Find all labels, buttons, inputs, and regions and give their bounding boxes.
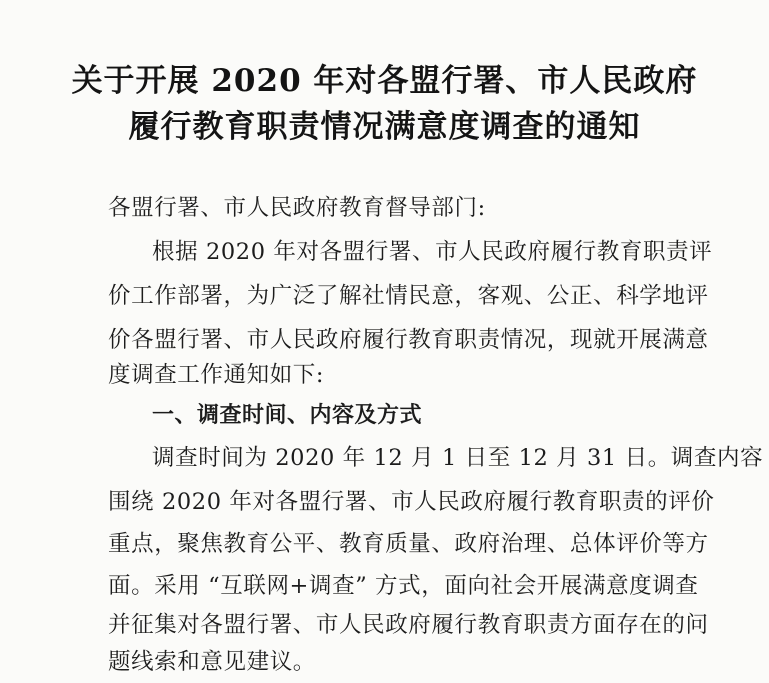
document-title-line-2: 履行教育职责情况满意度调查的通知 [128,109,641,145]
paragraph-1-line: 根据 2020 年对各盟行署、市人民政府履行教育职责评 [152,239,713,265]
paragraph-1-line: 价工作部署，为广泛了解社情民意，客观、公正、科学地评 [108,283,709,309]
paragraph-2-line: 并征集对各盟行署、市人民政府履行教育职责方面存在的问 [108,612,709,638]
paragraph-1-line: 度调查工作通知如下: [108,362,325,388]
paragraph-2-line: 面。采用 “互联网+调查” 方式，面向社会开展满意度调查 [108,573,699,599]
salutation: 各盟行署、市人民政府教育督导部门: [108,195,486,221]
paragraph-2-line: 围绕 2020 年对各盟行署、市人民政府履行教育职责的评价 [108,489,715,515]
paragraph-1-line: 价各盟行署、市人民政府履行教育职责情况，现就开展满意 [108,327,709,353]
paragraph-2-line: 重点，聚焦教育公平、教育质量、政府治理、总体评价等方 [108,531,709,557]
paragraph-2-line: 题线索和意见建议。 [108,649,316,675]
paragraph-2-line: 调查时间为 2020 年 12 月 1 日至 12 月 31 日。调查内容 [152,445,764,471]
section-1-heading: 一、调查时间、内容及方式 [152,403,423,428]
document-title-line-1: 关于开展 2020 年对各盟行署、市人民政府 [71,63,698,99]
